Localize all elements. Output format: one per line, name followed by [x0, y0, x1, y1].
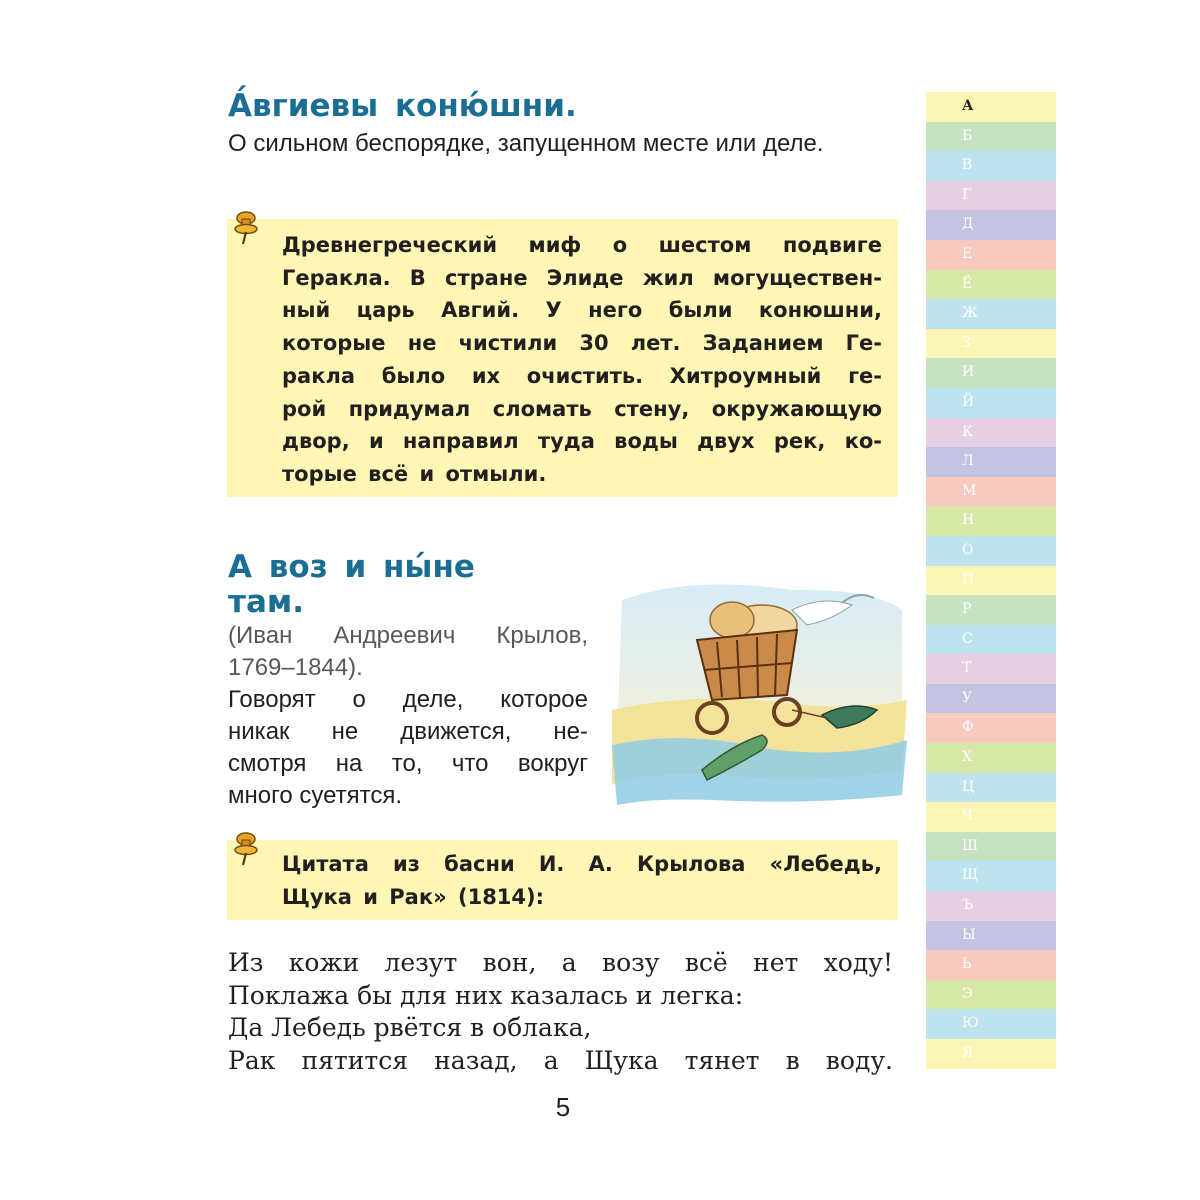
index-letter: Е — [926, 240, 1056, 270]
source-line: (Иван Андреевич Крылов, — [228, 622, 588, 649]
index-letter: Г — [926, 181, 1056, 211]
definition-line: никак не движется, не- — [228, 718, 588, 745]
index-letter: Й — [926, 388, 1056, 418]
index-letter: З — [926, 329, 1056, 359]
index-letter: И — [926, 358, 1056, 388]
index-letter: Ь — [926, 950, 1056, 980]
quote-line: Из кожи лезут вон, а возу всё нет ходу! — [228, 948, 893, 977]
note-line: торые всё и отмыли. — [282, 461, 547, 486]
index-letter: К — [926, 418, 1056, 448]
index-letter: Э — [926, 980, 1056, 1010]
index-letter: Т — [926, 654, 1056, 684]
note-line: ракла было их очистить. Хитроумный ге- — [282, 363, 882, 388]
index-letter: Х — [926, 743, 1056, 773]
note-line: которые не чистили 30 лет. Заданием Ге- — [282, 331, 882, 356]
quote-line: Да Лебедь рвётся в облака, — [228, 1013, 592, 1042]
index-letter: Ш — [926, 832, 1056, 862]
index-letter: О — [926, 536, 1056, 566]
index-letter: Щ — [926, 861, 1056, 891]
index-letter: Ж — [926, 299, 1056, 329]
note-line: рой придумал сломать стену, окружающую — [282, 396, 882, 421]
index-letter: Ц — [926, 773, 1056, 803]
index-letter: Ф — [926, 713, 1056, 743]
entry1-note-text — [282, 229, 882, 491]
index-letter: П — [926, 566, 1056, 596]
pushpin-icon — [232, 832, 260, 866]
quote-line: Поклажа бы для них казалась и легка: — [228, 980, 744, 1010]
entry2-definition — [228, 684, 588, 812]
definition-line: смотря на то, что вокруг — [228, 750, 588, 777]
entry2-note-text — [282, 848, 882, 913]
index-letter: Ю — [926, 1009, 1056, 1039]
note-line: двор, и направил туда воды двух рек, ко- — [282, 429, 882, 454]
note-line: Древнегреческий миф о шестом подвиге — [282, 233, 882, 257]
index-letter: Р — [926, 595, 1056, 625]
index-letter: С — [926, 625, 1056, 655]
index-letter: Ч — [926, 802, 1056, 832]
entry2-source — [228, 620, 588, 684]
index-letter: А — [926, 92, 1056, 122]
index-letter: Я — [926, 1039, 1056, 1069]
index-letter: В — [926, 151, 1056, 181]
note-line: Щука и Рак» (1814): — [282, 884, 545, 909]
entry1-title: А́вгиевы коню́шни. — [228, 88, 577, 124]
index-letter: Н — [926, 506, 1056, 536]
index-letter: Ы — [926, 921, 1056, 951]
note-line: ный царь Авгий. У него были конюшни, — [282, 298, 882, 323]
index-letter: Ё — [926, 270, 1056, 300]
alphabet-index — [926, 92, 1056, 1069]
definition-line: много суетятся. — [228, 782, 402, 809]
note-line: Цитата из басни И. А. Крылова «Лебедь, — [282, 852, 882, 876]
entry2-title-line2: там. — [228, 584, 305, 620]
index-letter: Б — [926, 122, 1056, 152]
definition-line: Говорят о деле, которое — [228, 686, 588, 713]
index-letter: Л — [926, 447, 1056, 477]
index-letter: Д — [926, 210, 1056, 240]
index-letter: Ъ — [926, 891, 1056, 921]
index-letter: У — [926, 684, 1056, 714]
note-line: Геракла. В стране Элиде жил могуществен- — [282, 265, 882, 290]
quote-line: Рак пятится назад, а Щука тянет в воду. — [228, 1045, 893, 1075]
page-number: 5 — [555, 1092, 571, 1122]
source-line: 1769–1844). — [228, 654, 363, 681]
entry2-title-line1: А воз и ны́не — [228, 549, 475, 585]
entry1-definition: О сильном беспорядке, запущенном месте или деле. — [228, 130, 824, 157]
entry1-note-box — [227, 219, 898, 497]
cart-swan-pike-crayfish-illustration — [612, 570, 907, 805]
pushpin-icon — [232, 211, 260, 245]
index-letter: М — [926, 477, 1056, 507]
entry2-note-box — [227, 840, 898, 920]
